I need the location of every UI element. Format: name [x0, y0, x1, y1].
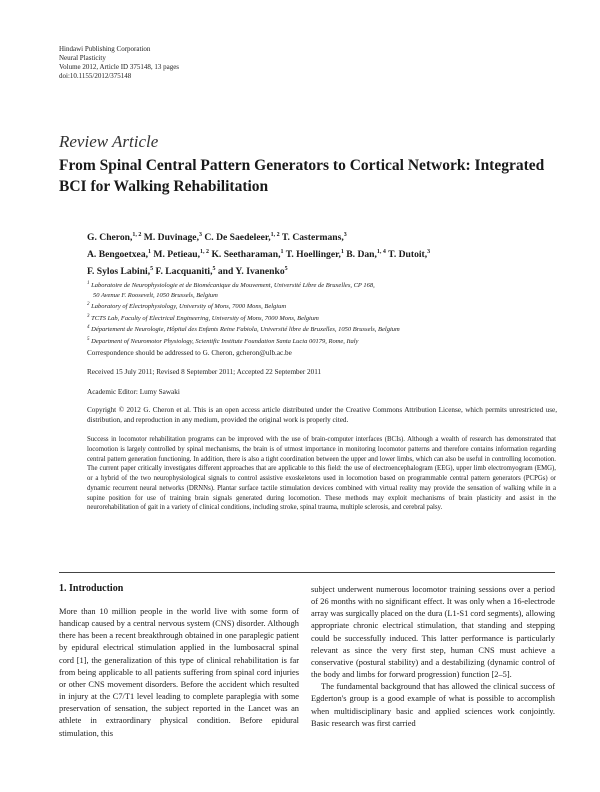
- body-paragraph: More than 10 million people in the world live with some form of handicap caused by a central nervous system (CNS) disorder. Although there has been a recent breakthrough obtained in one paraplegic patient by epidural electrical stimulation applied in the lumbosacral spinal cord [1], the generalization of this type of clinical rehabilitation is far from being applicable to all patients suffering from spinal cord injuries or other CNS movement disorders. Before the accident which resulted in injury at the C7/T1 level leading to complete paraplegia with some preservation of sensation, the subject reported in the Lancet was an athlete in extraordinary physical condition. Before epidural stimulation, this: [59, 607, 299, 738]
- affiliation-item: $^4$ Département de Neurologie, Hôpital des Enfants Reine Fabiola, Université libre de Bruxelles, 1050 Brussels, Belgium: [87, 325, 400, 334]
- section-divider: [59, 572, 555, 573]
- affiliation-item: $^5$ Department of Neuromotor Physiology, Scientific Institute Foundation Santa Lucia 00179, Rome, Italy: [87, 337, 359, 346]
- author-line: A. Bengoetxea,$^1$ M. Petieau,$^{1, 2}$ K. Seetharaman,$^1$ T. Hoellinger,$^1$ B. Dan,$^{1, 4}$ T. Dutoit,$^3$: [87, 249, 431, 261]
- author-line: F. Sylos Labini,$^5$ F. Lacquaniti,$^5$ and Y. Ivanenko$^5$: [87, 266, 288, 278]
- received-dates: Received 15 July 2011; Revised 8 September 2011; Accepted 22 September 2011: [87, 368, 322, 376]
- doi-link[interactable]: doi:10.1155/2012/375148: [59, 72, 132, 80]
- article-title: From Spinal Central Pattern Generators to Cortical Network: Integrated BCI for Walking Rehabilitation: [59, 157, 545, 195]
- copyright-notice: Copyright © 2012 G. Cheron et al. This is an open access article distributed under the Creative Commons Attribution License, which permits unrestricted use, distribution, and reproduction in any medium, provided the original work is properly cited.: [87, 406, 557, 424]
- journal-header: [59, 45, 179, 81]
- abstract: Success in locomotor rehabilitation programs can be improved with the use of brain-computer interfaces (BCIs). Although a wealth of research has demonstrated that locomotion is largely controlled by spinal mechanisms, the brain is of utmost importance in monitoring locomotor patterns and therefore contains information regarding central pattern generation functioning. In addition, there is also a tight coordination between the upper and lower limbs, which can also be useful in controlling locomotion. The current paper critically investigates different approaches that are applicable to this field: the use of electroencephalogram (EEG), upper limb electromyogram (EMG), or a hybrid of the two neurophysiological signals to control assistive exoskeletons used in locomotion based on programmable central pattern generators (PCPGs) or dynamic recurrent neural networks (DRNNs). Plantar surface tactile stimulation devices combined with virtual reality may provide the sensation of walking while in a supine position for use of training brain signals generated during locomotion. These methods may exploit mechanisms of brain plasticity and assist in the neurorehabilitation of gait in a variety of clinical conditions, including stroke, spinal trauma, multiple sclerosis, and cerebral palsy.: [87, 436, 556, 512]
- body-paragraph: The fundamental background that has allowed the clinical success of Egderton's group is a good example of what is possible to accomplish when multidisciplinary basic and applied sciences work conjointly. Basic research was first carried: [311, 682, 555, 728]
- section-heading: 1. Introduction: [59, 583, 124, 594]
- journal-name: Neural Plasticity: [59, 54, 106, 62]
- correspondence: Correspondence should be addressed to G. Cheron, gcheron@ulb.ac.be: [87, 349, 292, 357]
- body-column-left: [59, 606, 299, 740]
- volume-info: Volume 2012, Article ID 375148, 13 pages: [59, 63, 180, 71]
- academic-editor: Academic Editor: Lumy Sawaki: [87, 388, 180, 396]
- affiliations: [87, 279, 557, 347]
- affiliation-item: $^2$ Laboratory of Electrophysiology, University of Mons, 7000 Mons, Belgium: [87, 302, 287, 311]
- affiliation-item: $^1$ Laboratoire de Neurophysiologie et de Biomécanique du Mouvement, Université Libre de Bruxelles, CP 168,: [87, 281, 375, 290]
- author-line: G. Cheron,$^{1, 2}$ M. Duvinage,$^3$ C. De Saedeleer,$^{1, 2}$ T. Castermans,$^3$: [87, 232, 347, 244]
- article-type: Review Article: [59, 132, 159, 151]
- body-column-right: [311, 584, 555, 730]
- affiliation-item: $^3$ TCTS Lab, Faculty of Electrical Engineering, University of Mons, 7000 Mons, Belgium: [87, 313, 319, 322]
- body-paragraph: subject underwent numerous locomotor training sessions over a period of 26 months with no significant effect. It was only when a 16-electrode array was surgically placed on the dura (L1-S1 cord segments), allowing appropriate chronic electrical stimulation, that standing and stepping could be successfully induced. This latter performance is particularly relevant as since the very first step, human CNS must achieve a conservative (postural stability) and a destabilizing (dynamic control of the body and limbs for forward progression) function [2–5].: [311, 585, 555, 680]
- affiliation-item: 50 Avenue F. Roosevelt, 1050 Brussels, Belgium: [93, 291, 218, 299]
- publisher-name: Hindawi Publishing Corporation: [59, 45, 151, 53]
- author-list: [87, 228, 557, 280]
